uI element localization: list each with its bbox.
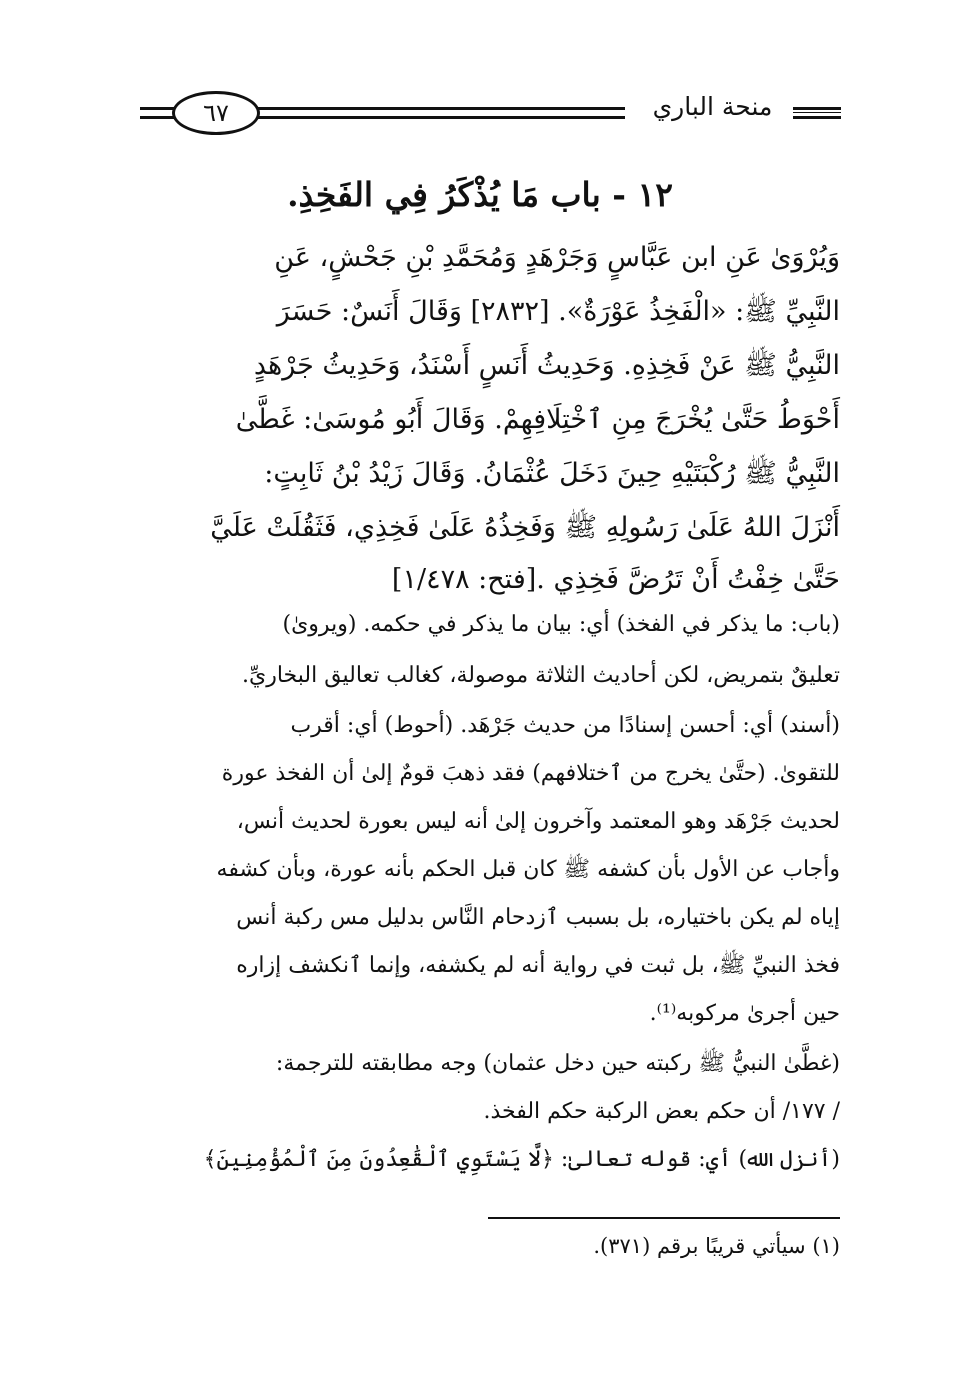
commentary-line: (غطَّىٰ النبيُّ ﷺ ركبته حين دخل عثمان) وجه مطابقته للترجمة: (275, 1051, 840, 1076)
hadith-line: النَّبِيُّ ﷺ عَنْ فَخِذِهِ. وَحَدِيثُ أَنَسٍ أَسْنَدُ، وَحَدِيثُ جَرْهَدٍ (253, 350, 840, 381)
chapter-heading: ١٢ - باب مَا يُذْكَرُ فِي الفَخِذِ. (287, 175, 673, 214)
hadith-line: أَحْوَطُ حَتَّىٰ يُخْرَجَ مِنِ ٱخْتِلَافِهِمْ. وَقَالَ أَبُو مُوسَىٰ: غَطَّىٰ (235, 404, 840, 435)
commentary-line: (أسند) أي: أحسن إسنادًا من حديث جَرْهَد. (أحوط) أي: أقرب (290, 713, 840, 738)
commentary-line: / ١٧٧/ أن حكم بعض الركبة حكم الفخذ. (483, 1099, 840, 1124)
book-title: منحة الباري (652, 92, 773, 121)
hadith-line: أَنْزَلَ اللهُ عَلَىٰ رَسُولِهِ ﷺ وَفَخِذُهُ عَلَىٰ فَخِذِي، فَثَقُلَتْ عَلَيَّ (210, 512, 840, 543)
header-rule-right (793, 107, 841, 119)
hadith-line: حَتَّىٰ خِفْتُ أَنْ تَرُضَّ فَخِذِي .[فتح: ١/٤٧٨] (391, 564, 840, 595)
hadith-line: وَيُرْوَىٰ عَنِ ابن عَبَّاسٍ وَجَرْهَدٍ وَمُحَمَّدِ بْنِ جَحْشٍ، عَنِ (274, 242, 840, 273)
footnote: (١) سيأتي قريبًا برقم (٣٧١). (593, 1234, 840, 1258)
footnote-separator (488, 1217, 840, 1219)
hadith-line: النَّبِيِّ ﷺ: «الْفَخِذُ عَوْرَةٌ». [٢٨٣٢] وَقَالَ أَنَسٌ: حَسَرَ (276, 296, 840, 327)
commentary-line: إياه لم يكن باختياره، بل بسبب ٱزدحام النَّاس بدليل مس ركبة أنس (236, 905, 840, 930)
commentary-line: حين أجرىٰ مركوبه⁽¹⁾. (649, 1001, 840, 1026)
commentary-line: (أنزل الله) أي: قوله تعالىٰ: ﴿لَّا يَسْتَوِي ٱلْقَٰعِدُونَ مِنَ ٱلْمُؤْمِنِينَ﴾ (203, 1147, 840, 1172)
page-number: ٦٧ (172, 91, 260, 135)
commentary-line: تعليقٌ بتمريض، لكن أحاديث الثلاثة موصولة، كغالب تعاليق البخاريِّ. (242, 663, 840, 688)
commentary-line: فخذ النبيِّ ﷺ، بل ثبت في رواية أنه لم يكشفه، وإنما ٱنكشف إزاره (236, 953, 840, 978)
commentary-line: للتقوىٰ. (حتَّىٰ يخرج من ٱختلافهم) فقد ذهبَ قومٌ إلىٰ أن الفخذ عورة (221, 761, 840, 786)
commentary-line: وأجاب عن الأول بأن كشفه ﷺ كان قبل الحكم بأنه عورة، وبأن كشفه (216, 857, 840, 882)
hadith-line: النَّبِيُّ ﷺ رُكْبَتَيْهِ حِينَ دَخَلَ عُثْمَانُ. وَقَالَ زَيْدُ بْنُ ثَابِتٍ: (264, 458, 840, 489)
commentary-line: (باب: ما يذكر في الفخذ) أي: بيان ما يذكر في حكمه. (ويروىٰ) (282, 612, 840, 637)
commentary-line: لحديث جَرْهَد وهو المعتمد وآخرون إلىٰ أنه ليس بعورة لحديث أنس، (236, 809, 840, 834)
